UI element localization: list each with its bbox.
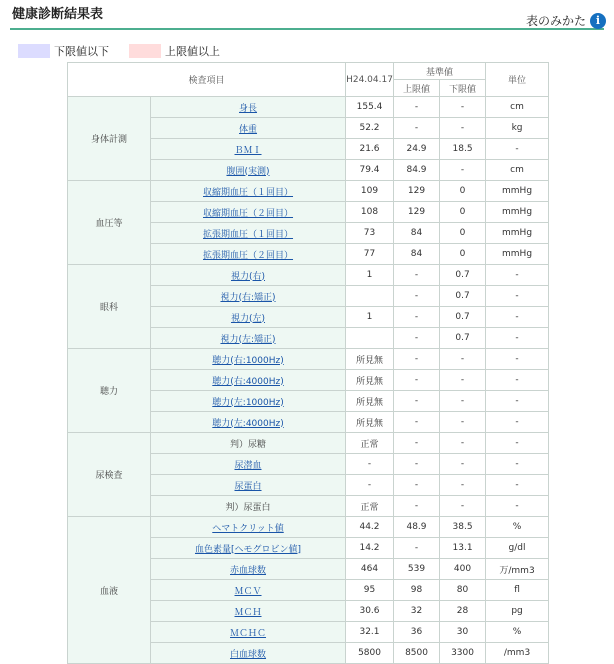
result-value [346,328,394,349]
upper-limit: 84 [394,223,440,244]
lower-limit: - [440,433,486,454]
test-item-link[interactable]: ヘマトクリット値 [212,523,284,534]
result-value: 52.2 [346,118,394,139]
test-item-cell [151,391,346,412]
test-item-cell [151,307,346,328]
lower-limit: 3300 [440,643,486,664]
test-item-link[interactable]: 聴力(左:4000Hz) [212,418,284,429]
unit: pg [486,601,549,622]
test-item-link[interactable]: 拡張期血圧（２回目） [203,250,294,261]
lower-limit: 0 [440,181,486,202]
test-item-link[interactable]: 収縮期血圧（１回目） [203,187,294,198]
group-label: 身体計測 [68,97,151,181]
unit: cm [486,97,549,118]
lower-limit: 38.5 [440,517,486,538]
test-item-link[interactable]: 血色素量[ヘモグロビン値] [194,544,302,555]
table-row [68,349,549,370]
upper-limit: - [394,328,440,349]
test-item-cell [151,454,346,475]
test-item-link[interactable]: 拡張期血圧（１回目） [203,229,294,240]
unit: mmHg [486,202,549,223]
unit: mmHg [486,181,549,202]
legend-label-high: 上限値以上 [165,45,220,58]
test-item-cell [151,349,346,370]
group-label: 尿検査 [68,433,151,517]
test-item-link[interactable]: 収縮期血圧（２回目） [203,208,294,219]
upper-limit: - [394,349,440,370]
table-row [68,433,549,454]
unit: - [486,412,549,433]
test-item-link[interactable]: 白血球数 [230,649,267,660]
upper-limit: - [394,370,440,391]
table-guide-label[interactable]: 表のみかた [525,14,586,28]
unit: fl [486,580,549,601]
test-item-link[interactable]: 身長 [239,103,258,114]
upper-limit: - [394,496,440,517]
unit: - [486,286,549,307]
result-value: - [346,475,394,496]
result-value: 77 [346,244,394,265]
result-value: 所見無 [346,349,394,370]
test-item-cell [151,244,346,265]
header-item: 検査項目 [68,63,346,97]
test-item-link[interactable]: ＭＣＨ [234,607,262,618]
header-unit: 単位 [486,63,549,97]
lower-limit: - [440,475,486,496]
upper-limit: - [394,307,440,328]
test-item-cell [151,622,346,643]
legend-swatch-high [129,44,161,58]
upper-limit: - [394,538,440,559]
unit: - [486,454,549,475]
lower-limit: 0.7 [440,265,486,286]
test-item-link[interactable]: 尿蛋白 [234,481,262,492]
test-item-label: 判）尿糖 [230,439,267,450]
test-item-link[interactable]: ＭＣＶ [234,586,262,597]
lower-limit: - [440,118,486,139]
table-row [68,265,549,286]
header-reference: 基準値 [394,63,486,80]
legend [18,43,240,59]
lower-limit: - [440,97,486,118]
legend-swatch-low [18,44,50,58]
lower-limit: 30 [440,622,486,643]
unit: - [486,328,549,349]
test-item-cell [151,202,346,223]
unit: % [486,517,549,538]
test-item-link[interactable]: 聴力(左:1000Hz) [212,397,284,408]
lower-limit: - [440,160,486,181]
test-item-cell [151,475,346,496]
result-value: 所見無 [346,370,394,391]
unit: - [486,496,549,517]
test-item-cell [151,139,346,160]
info-icon[interactable]: i [590,13,606,29]
group-label: 眼科 [68,265,151,349]
upper-limit: - [394,412,440,433]
lower-limit: 13.1 [440,538,486,559]
result-value: - [346,454,394,475]
upper-limit: - [394,454,440,475]
header-date: H24.04.17 [346,63,394,97]
page-title: 健康診断結果表 [12,7,104,22]
test-item-cell [151,328,346,349]
test-item-cell [151,517,346,538]
result-value: 14.2 [346,538,394,559]
upper-limit: - [394,475,440,496]
unit: - [486,391,549,412]
test-item-cell [151,643,346,664]
test-item-cell [151,118,346,139]
lower-limit: 0 [440,202,486,223]
group-label: 血圧等 [68,181,151,265]
unit: - [486,139,549,160]
test-item-cell [151,496,346,517]
unit: g/dl [486,538,549,559]
legend-item-low [18,43,109,59]
lower-limit: 400 [440,559,486,580]
unit: - [486,307,549,328]
lower-limit: - [440,412,486,433]
result-value [346,286,394,307]
unit: - [486,349,549,370]
test-item-link[interactable]: 視力(右:矯正) [220,292,276,303]
upper-limit: 48.9 [394,517,440,538]
result-value: 32.1 [346,622,394,643]
result-value: 464 [346,559,394,580]
lower-limit: 0.7 [440,286,486,307]
test-item-cell [151,580,346,601]
test-item-link[interactable]: 視力(左) [230,313,266,324]
test-item-link[interactable]: ＭＣＨＣ [230,628,267,639]
result-value: 30.6 [346,601,394,622]
lower-limit: - [440,349,486,370]
upper-limit: 539 [394,559,440,580]
lower-limit: - [440,454,486,475]
result-value: 正常 [346,433,394,454]
lower-limit: 0.7 [440,328,486,349]
upper-limit: 84.9 [394,160,440,181]
test-item-cell [151,370,346,391]
unit: 万/mm3 [486,559,549,580]
test-item-cell [151,412,346,433]
group-label: 聴力 [68,349,151,433]
test-item-cell [151,181,346,202]
test-item-cell [151,433,346,454]
result-value: 44.2 [346,517,394,538]
result-value: 5800 [346,643,394,664]
upper-limit: 24.9 [394,139,440,160]
unit: cm [486,160,549,181]
unit: - [486,475,549,496]
results-table [67,62,549,664]
upper-limit: - [394,118,440,139]
test-item-link[interactable]: 体重 [239,124,258,135]
unit: - [486,433,549,454]
upper-limit: - [394,391,440,412]
lower-limit: 80 [440,580,486,601]
test-item-cell [151,223,346,244]
lower-limit: - [440,370,486,391]
table-guide-link[interactable] [526,12,606,29]
test-item-cell [151,601,346,622]
upper-limit: 98 [394,580,440,601]
title-divider [10,28,604,30]
result-value: 所見無 [346,391,394,412]
table-row [68,97,549,118]
upper-limit: - [394,433,440,454]
result-value: 正常 [346,496,394,517]
legend-label-low: 下限値以下 [54,45,109,58]
result-value: 155.4 [346,97,394,118]
upper-limit: 8500 [394,643,440,664]
unit: mmHg [486,244,549,265]
test-item-cell [151,265,346,286]
upper-limit: 129 [394,202,440,223]
table-row [68,181,549,202]
upper-limit: 84 [394,244,440,265]
test-item-cell [151,97,346,118]
header-lower: 下限値 [440,80,486,97]
lower-limit: 18.5 [440,139,486,160]
header-upper: 上限値 [394,80,440,97]
result-value: 1 [346,307,394,328]
lower-limit: 0.7 [440,307,486,328]
result-value: 109 [346,181,394,202]
unit: kg [486,118,549,139]
unit: % [486,622,549,643]
result-value: 1 [346,265,394,286]
lower-limit: - [440,496,486,517]
lower-limit: 0 [440,223,486,244]
lower-limit: - [440,391,486,412]
upper-limit: 129 [394,181,440,202]
test-item-link[interactable]: 尿潜血 [234,460,262,471]
test-item-link[interactable]: 聴力(右:1000Hz) [212,355,284,366]
result-value: 21.6 [346,139,394,160]
result-value: 所見無 [346,412,394,433]
group-label: 血液 [68,517,151,664]
test-item-label: 判）尿蛋白 [225,502,271,513]
upper-limit: - [394,97,440,118]
test-item-cell [151,559,346,580]
upper-limit: 36 [394,622,440,643]
result-value: 108 [346,202,394,223]
lower-limit: 0 [440,244,486,265]
table-row [68,517,549,538]
result-value: 95 [346,580,394,601]
legend-item-high [129,43,220,59]
test-item-link[interactable]: 聴力(右:4000Hz) [212,376,284,387]
test-item-cell [151,286,346,307]
test-item-cell [151,538,346,559]
test-item-link[interactable]: 赤血球数 [230,565,267,576]
test-item-link[interactable]: 腹囲(実測) [226,166,270,177]
test-item-link[interactable]: ＢＭＩ [234,145,262,156]
test-item-link[interactable]: 視力(右) [230,271,266,282]
unit: mmHg [486,223,549,244]
unit: - [486,370,549,391]
upper-limit: - [394,265,440,286]
results-body [68,97,549,664]
test-item-link[interactable]: 視力(左:矯正) [220,334,276,345]
upper-limit: 32 [394,601,440,622]
result-value: 79.4 [346,160,394,181]
unit: /mm3 [486,643,549,664]
test-item-cell [151,160,346,181]
unit: - [486,265,549,286]
upper-limit: - [394,286,440,307]
lower-limit: 28 [440,601,486,622]
result-value: 73 [346,223,394,244]
